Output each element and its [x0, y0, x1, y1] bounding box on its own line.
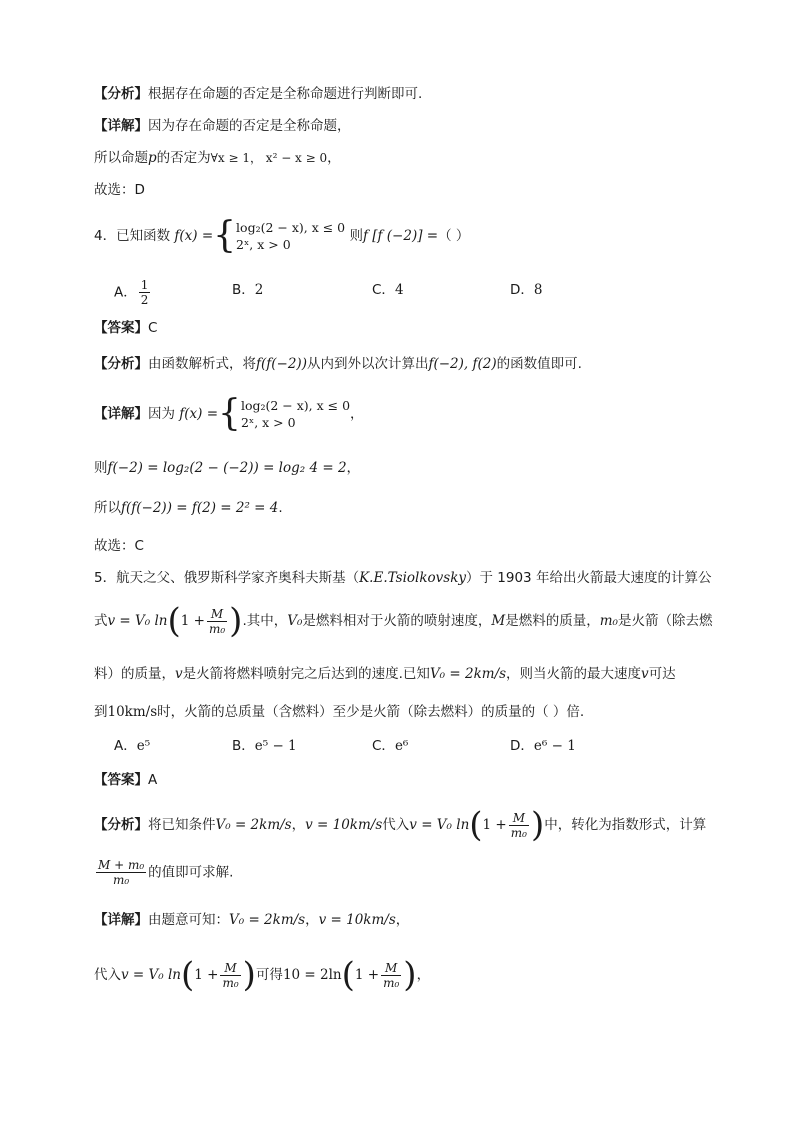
q5-analysis-line2: $\frac{\text{M + m₀}}{\text{m₀}}$ 的值即可求解. [98, 858, 234, 887]
q4-choose: 故选：C [94, 538, 144, 554]
detail-tag: 【详解】 [94, 118, 148, 134]
q5-stem-line2: 式v = V₀ ln(1 + $\frac{M}{\text{m₀}}$ ).其中，V₀是燃料相对于火箭的喷射速度，M是燃料的质量，m₀是火箭（除去燃 [94, 601, 713, 641]
q5-answer: 【答案】A [94, 772, 158, 788]
analysis-tag: 【分析】 [94, 86, 148, 102]
q5-detail-line2: 代入v = V₀ ln(1 + $\frac{M}{\text{m₀}}$ )可得10 = 2ln(1 + $\frac{M}{\text{m₀}}$ )， [94, 955, 431, 995]
q4-answer: 【答案】C [94, 320, 158, 336]
q5-analysis: 【分析】将已知条件V₀ = 2km/s，v = 10km/s代入v = V₀ ln(1 + $\frac{M}{\text{m₀}}$ )中，转化为指数形式，计算 [94, 805, 707, 845]
q5-option-a: A．e⁵ [114, 738, 151, 754]
q4-step2: 所以f(f(−2)) = f(2) = 2² = 4. [94, 500, 283, 516]
q5-option-c: C．e⁶ [372, 738, 409, 754]
q4-option-c: C．4 [372, 282, 404, 298]
q3-negation: 所以命题p的否定为∀x ≥ 1， x² − x ≥ 0， [94, 150, 341, 166]
q5-stem-line4: 到10km/s时，火箭的总质量（含燃料）至少是火箭（除去燃料）的质量的（ ）倍. [94, 704, 585, 720]
q4-option-a: A． $\frac{1}{2}$ [114, 278, 149, 307]
q5-stem-line1: 5．航天之父、俄罗斯科学家齐奥科夫斯基（K.E.Tsiolkovsky）于 1903 年给出火箭最大速度的计算公 [94, 570, 712, 586]
q5-option-b: B．e⁵ − 1 [232, 738, 297, 754]
q5-stem-line3: 料）的质量，v是火箭将燃料喷射完之后达到的速度.已知V₀ = 2km/s，则当火箭的最大速度v可达 [94, 666, 676, 682]
q5-detail: 【详解】由题意可知：V₀ = 2km/s，v = 10km/s， [94, 912, 410, 928]
q4-detail: 【详解】因为 f(x) ={ log₂(2 − x), x ≤ 0 2ˣ, x > 0 ， [94, 393, 364, 434]
q3-choose: 故选：D [94, 182, 145, 198]
q4-step1: 则f(−2) = log₂(2 − (−2)) = log₂ 4 = 2， [94, 460, 361, 476]
q4-option-d: D．8 [510, 282, 543, 298]
q3-detail: 【详解】因为存在命题的否定是全称命题， [94, 118, 351, 134]
q4-analysis: 【分析】由函数解析式，将f(f(−2))从内到外以次计算出f(−2), f(2)的函数值即可. [94, 356, 582, 372]
q5-option-d: D．e⁶ − 1 [510, 738, 576, 754]
q3-analysis: 【分析】根据存在命题的否定是全称命题进行判断即可. [94, 86, 423, 102]
q4-stem: 4．已知函数 f(x) ={ log₂(2 − x), x ≤ 0 2ˣ, x > 0 则f [f (−2)] =（ ） [94, 215, 470, 256]
q4-cases: log₂(2 − x), x ≤ 0 2ˣ, x > 0 [236, 220, 346, 252]
q4-option-b: B．2 [232, 282, 264, 298]
